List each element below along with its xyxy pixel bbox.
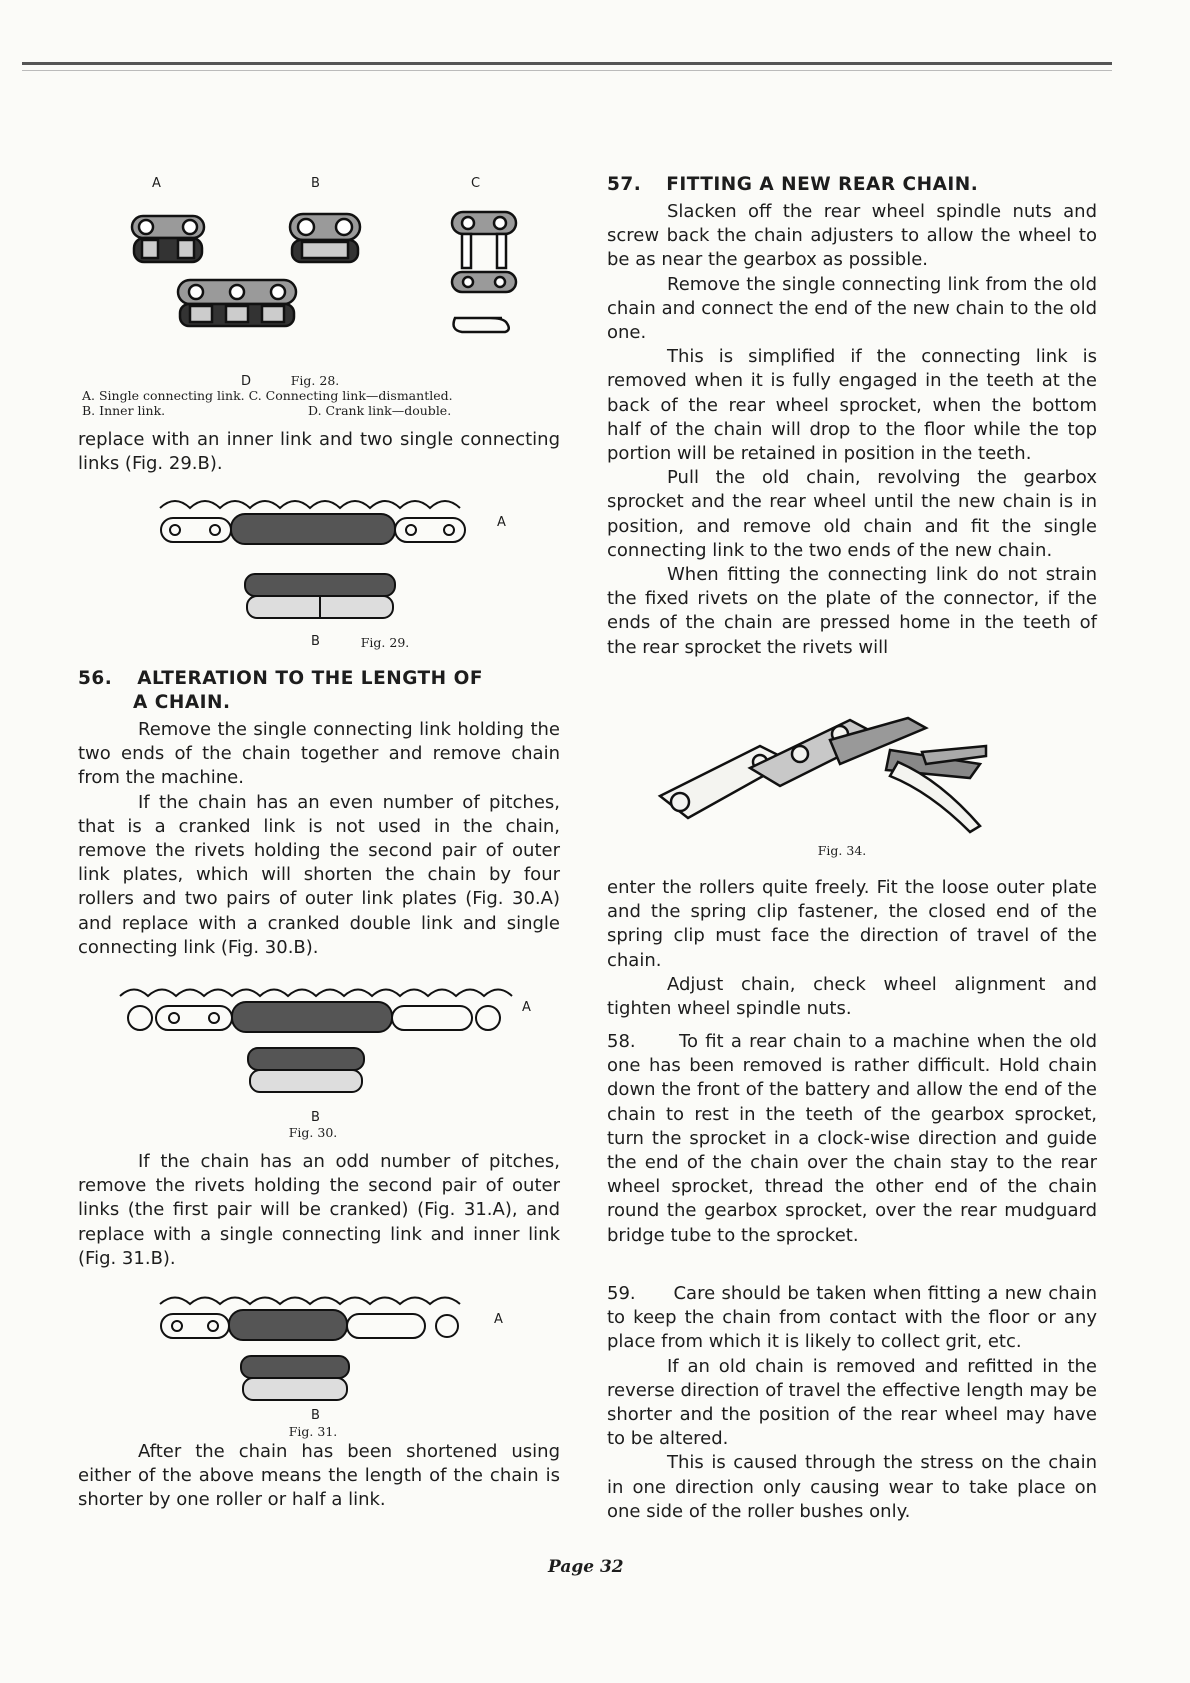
fig30-caption: Fig. 30. [288, 1125, 338, 1140]
section-57-paragraph-5: When fitting the connecting link do not strain the fixed rivets on the plate of the connector, if the ends of the chain are pressed home in the teeth of the rear sprocket the rivets will [607, 564, 1097, 658]
fig28-legend-line2-left: B. Inner link. [82, 403, 166, 418]
section-58-text: To fit a rear chain to a machine when the old one has been removed is rather difficult. Hold chain down the front of the battery and allow the end of the chain to rest in the teeth of the gearbox sprocket, turn the sprocket in a clock-wise direction and guide the end of the chain over the chain stay to the rear wheel sprocket, thread the other end of the chain round the gearbox sprocket, over the rear mudguard bridge tube to the sprocket. [607, 1031, 1097, 1246]
left-intro-text [78, 428, 560, 476]
fig31-chain-illustration [155, 1290, 495, 1415]
section-58-body [607, 1030, 1097, 1248]
section-59-body [607, 1282, 1097, 1524]
section-57-body-part1 [607, 200, 1097, 660]
section-59-text: Care should be taken when fitting a new chain to keep the chain from contact with the floor or any place from which it is likely to collect grit, etc. [607, 1283, 1097, 1353]
page-number: Page 32 [548, 1557, 624, 1577]
fig28-legend-line2-right: D. Crank link—double. [308, 403, 452, 418]
section-59-number: 59. [607, 1283, 636, 1304]
section-57-title: FITTING A NEW REAR CHAIN. [666, 174, 979, 195]
section-59-paragraph-3: This is caused through the stress on the chain in one direction only causing wear to take place on one side of the roller bushes only. [607, 1452, 1097, 1522]
fig28-label-a: A [152, 176, 161, 191]
fig29-chain-illustration [155, 492, 495, 632]
section-59-paragraph-2: If an old chain is removed and refitted in the reverse direction of travel the effective length may be shorter and the position of the rear wheel may have to be altered. [607, 1355, 1097, 1450]
fig29-label-b: B [311, 634, 320, 649]
fig28-label-c: C [471, 176, 481, 191]
section-57-paragraph-6: enter the rollers quite freely. Fit the loose outer plate and the spring clip fastener, the closed end of the spring clip must face the direction of travel of the chain. [607, 877, 1097, 971]
fig28-legend-line1: A. Single connecting link. C. Connecting link—dismantled. [82, 388, 453, 403]
section-56-body-part2 [78, 1150, 560, 1271]
fig31-caption: Fig. 31. [288, 1424, 338, 1439]
fig34-pliers-fitting-link-illustration [640, 706, 1020, 856]
section-56-paragraph-3: If the chain has an odd number of pitches, remove the rivets holding the second pair of outer links (the first pair will be cranked) (Fig. 31.A), and replace with a single connecting link and inner link (Fig. 31.B). [78, 1151, 560, 1269]
fig28-label-d: D [241, 374, 252, 389]
section-57-paragraph-7: Adjust chain, check wheel alignment and tighten wheel spindle nuts. [607, 973, 1097, 1020]
section-56-title-line1: ALTERATION TO THE LENGTH OF [137, 668, 483, 689]
section-57-number: 57. [607, 174, 642, 195]
fig30-chain-illustration [118, 982, 528, 1102]
fig31-label-a: A [494, 1312, 503, 1327]
fig30-label-a: A [522, 1000, 531, 1015]
section-56-title-line2: A CHAIN. [133, 692, 231, 713]
section-56-body-part1 [78, 718, 560, 960]
fig31-label-b: B [311, 1408, 320, 1423]
section-57-paragraph-4: Pull the old chain, revolving the gearbox sprocket and the rear wheel until the new chain is in position, and remove old chain and fit the single connecting link to the two ends of the new chain. [607, 467, 1097, 561]
section-57-body-part2 [607, 876, 1097, 1021]
section-56-paragraph-1: Remove the single connecting link holding the two ends of the chain together and remove chain from the machine. [78, 719, 560, 789]
top-rule [22, 62, 1112, 65]
section-56-heading [78, 668, 558, 689]
section-56-number: 56. [78, 668, 113, 689]
section-57-paragraph-2: Remove the single connecting link from the old chain and connect the end of the new chain to the old one. [607, 273, 1097, 344]
section-56-paragraph-2: If the chain has an even number of pitches, that is a cranked link is not used in the chain, remove the rivets holding the second pair of outer link plates, which will shorten the chain by four rollers and two pairs of outer link plates (Fig. 30.A) and replace with a cranked double link and single connecting link (Fig. 30.B). [78, 791, 560, 958]
fig28-caption: Fig. 28. [290, 373, 340, 388]
section-56-body-part3 [78, 1440, 560, 1513]
section-58-number: 58. [607, 1031, 636, 1052]
fig28-chain-links-illustration [110, 200, 530, 370]
section-57-paragraph-1: Slacken off the rear wheel spindle nuts and screw back the chain adjusters to allow the wheel to be as near the gearbox as possible. [607, 201, 1097, 271]
fig29-caption: Fig. 29. [360, 635, 410, 650]
left-intro-paragraph: replace with an inner link and two single connecting links (Fig. 29.B). [78, 429, 560, 475]
top-rule-thin [22, 70, 1112, 71]
fig34-caption: Fig. 34. [817, 843, 867, 858]
fig30-label-b: B [311, 1110, 320, 1125]
section-57-paragraph-3: This is simplified if the connecting link is removed when it is fully engaged in the teeth at the back of the rear wheel sprocket, when the bottom half of the chain will drop to the floor while the top portion will be retained in position in the teeth. [607, 346, 1097, 465]
section-56-paragraph-4: After the chain has been shortened using either of the above means the length of the chain is shorter by one roller or half a link. [78, 1441, 560, 1511]
fig29-label-a: A [497, 515, 506, 530]
section-57-heading [607, 174, 1097, 195]
fig28-label-b: B [311, 176, 320, 191]
